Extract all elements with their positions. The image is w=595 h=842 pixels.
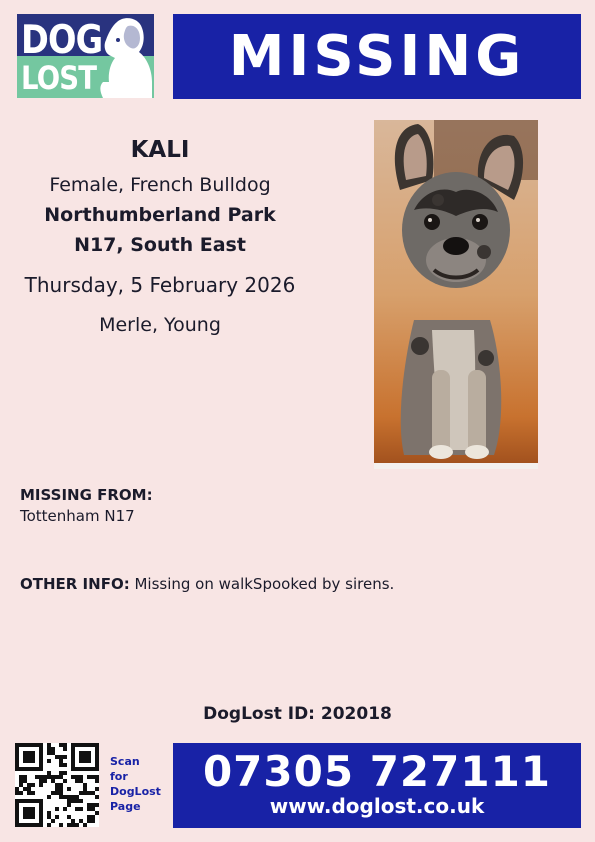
qr-module — [79, 807, 83, 811]
qr-module — [27, 759, 31, 763]
qr-module — [63, 771, 67, 775]
qr-module — [83, 759, 87, 763]
qr-module — [31, 811, 35, 815]
qr-module — [39, 743, 43, 747]
qr-module — [63, 747, 67, 751]
qr-module — [87, 775, 91, 779]
qr-module — [63, 755, 67, 759]
qr-module — [87, 751, 91, 755]
qr-module — [67, 815, 71, 819]
qr-module — [55, 807, 59, 811]
qr-module — [47, 771, 51, 775]
qr-module — [87, 803, 91, 807]
other-info-label: OTHER INFO: — [20, 575, 130, 593]
qr-code-icon[interactable] — [15, 743, 99, 827]
qr-module — [51, 751, 55, 755]
scan-line: Scan — [110, 755, 140, 768]
qr-module — [59, 795, 63, 799]
qr-module — [35, 767, 39, 771]
dog-sex-breed: Female, French Bulldog — [49, 174, 271, 196]
qr-module — [19, 767, 23, 771]
qr-module — [27, 823, 31, 827]
qr-module — [47, 823, 51, 827]
qr-module — [59, 755, 63, 759]
qr-module — [87, 815, 91, 819]
qr-module — [55, 787, 59, 791]
qr-module — [27, 799, 31, 803]
qr-module — [91, 767, 95, 771]
qr-module — [63, 795, 67, 799]
qr-module — [19, 775, 23, 779]
qr-module — [31, 823, 35, 827]
qr-module — [55, 755, 59, 759]
qr-module — [87, 791, 91, 795]
qr-module — [67, 799, 71, 803]
qr-module — [23, 743, 27, 747]
qr-module — [19, 799, 23, 803]
qr-module — [91, 743, 95, 747]
qr-module — [71, 751, 75, 755]
qr-module — [31, 783, 35, 787]
qr-module — [15, 811, 19, 815]
qr-module — [27, 743, 31, 747]
qr-module — [31, 751, 35, 755]
qr-module — [95, 787, 99, 791]
qr-module — [23, 775, 27, 779]
qr-module — [43, 779, 47, 783]
qr-module — [71, 743, 75, 747]
qr-module — [47, 759, 51, 763]
qr-module — [83, 783, 87, 787]
scan-instruction — [110, 754, 172, 814]
phone-number[interactable]: 07305 727111 — [202, 747, 552, 796]
qr-module — [15, 763, 19, 767]
qr-module — [59, 763, 63, 767]
qr-module — [63, 743, 67, 747]
qr-module — [95, 747, 99, 751]
qr-module — [87, 819, 91, 823]
qr-module — [55, 815, 59, 819]
qr-module — [23, 787, 27, 791]
qr-module — [27, 751, 31, 755]
qr-module — [79, 759, 83, 763]
qr-module — [15, 751, 19, 755]
qr-module — [47, 815, 51, 819]
qr-module — [19, 791, 23, 795]
qr-module — [95, 763, 99, 767]
qr-module — [91, 815, 95, 819]
qr-module — [67, 787, 71, 791]
qr-module — [55, 791, 59, 795]
qr-module — [95, 779, 99, 783]
qr-module — [67, 823, 71, 827]
qr-module — [59, 775, 63, 779]
qr-module — [15, 755, 19, 759]
qr-module — [31, 759, 35, 763]
qr-module — [27, 755, 31, 759]
qr-module — [31, 743, 35, 747]
missing-from-label: MISSING FROM: — [20, 486, 153, 504]
qr-module — [59, 783, 63, 787]
other-info — [20, 575, 394, 593]
website-link[interactable]: www.doglost.co.uk — [269, 794, 485, 818]
logo-word-lost: LOST — [21, 59, 97, 97]
qr-module — [15, 815, 19, 819]
qr-module — [31, 755, 35, 759]
qr-module — [27, 791, 31, 795]
qr-module — [31, 767, 35, 771]
qr-module — [95, 751, 99, 755]
qr-module — [71, 823, 75, 827]
scan-line: Page — [110, 800, 141, 813]
other-info-value: Missing on walkSpooked by sirens. — [129, 575, 395, 593]
qr-module — [59, 823, 63, 827]
qr-module — [79, 751, 83, 755]
qr-module — [47, 747, 51, 751]
qr-module — [51, 791, 55, 795]
qr-module — [39, 759, 43, 763]
qr-module — [47, 795, 51, 799]
qr-module — [51, 747, 55, 751]
qr-module — [79, 767, 83, 771]
qr-module — [55, 783, 59, 787]
qr-module — [91, 819, 95, 823]
qr-module — [27, 807, 31, 811]
qr-module — [75, 743, 79, 747]
qr-module — [15, 767, 19, 771]
qr-module — [39, 823, 43, 827]
qr-module — [87, 743, 91, 747]
qr-module — [83, 751, 87, 755]
qr-module — [39, 747, 43, 751]
qr-module — [15, 743, 19, 747]
qr-module — [23, 823, 27, 827]
qr-module — [59, 759, 63, 763]
qr-module — [95, 759, 99, 763]
missing-from-value: Tottenham N17 — [20, 507, 135, 525]
qr-module — [87, 767, 91, 771]
doglost-logo — [17, 14, 154, 98]
qr-module — [87, 759, 91, 763]
qr-module — [83, 767, 87, 771]
qr-module — [47, 743, 51, 747]
missing-title: MISSING — [228, 24, 526, 89]
qr-module — [31, 815, 35, 819]
qr-module — [79, 779, 83, 783]
qr-module — [95, 795, 99, 799]
qr-module — [63, 807, 67, 811]
qr-module — [75, 779, 79, 783]
qr-module — [39, 819, 43, 823]
qr-module — [15, 799, 19, 803]
qr-module — [39, 763, 43, 767]
qr-module — [63, 779, 67, 783]
qr-module — [79, 743, 83, 747]
qr-module — [83, 755, 87, 759]
qr-module — [67, 795, 71, 799]
qr-module — [95, 755, 99, 759]
doglost-id: DogLost ID: 202018 — [203, 704, 392, 724]
dog-area: Northumberland Park — [44, 204, 276, 226]
qr-module — [39, 811, 43, 815]
qr-module — [75, 799, 79, 803]
qr-module — [39, 803, 43, 807]
qr-module — [91, 803, 95, 807]
qr-module — [91, 791, 95, 795]
qr-module — [39, 807, 43, 811]
qr-module — [71, 747, 75, 751]
qr-module — [27, 811, 31, 815]
qr-module — [51, 779, 55, 783]
qr-module — [19, 743, 23, 747]
qr-module — [31, 791, 35, 795]
qr-module — [79, 799, 83, 803]
qr-module — [83, 823, 87, 827]
scan-line: for — [110, 770, 128, 783]
qr-module — [19, 823, 23, 827]
qr-module — [71, 819, 75, 823]
qr-module — [79, 755, 83, 759]
qr-module — [75, 807, 79, 811]
missing-date: Thursday, 5 February 2026 — [24, 273, 296, 297]
qr-module — [79, 775, 83, 779]
qr-module — [91, 775, 95, 779]
qr-module — [95, 775, 99, 779]
qr-module — [67, 803, 71, 807]
qr-module — [75, 823, 79, 827]
qr-module — [75, 767, 79, 771]
qr-module — [15, 747, 19, 751]
qr-module — [71, 755, 75, 759]
qr-module — [79, 791, 83, 795]
qr-module — [39, 779, 43, 783]
qr-module — [23, 767, 27, 771]
qr-module — [63, 763, 67, 767]
qr-module — [39, 815, 43, 819]
qr-module — [83, 743, 87, 747]
qr-module — [15, 759, 19, 763]
qr-module — [79, 819, 83, 823]
qr-module — [95, 767, 99, 771]
qr-module — [39, 751, 43, 755]
qr-module — [71, 767, 75, 771]
qr-module — [15, 807, 19, 811]
qr-module — [95, 811, 99, 815]
qr-module — [35, 799, 39, 803]
qr-module — [75, 795, 79, 799]
scan-line: DogLost — [110, 785, 161, 798]
qr-module — [75, 775, 79, 779]
qr-module — [71, 795, 75, 799]
qr-module — [39, 783, 43, 787]
qr-module — [47, 775, 51, 779]
dog-color-age: Merle, Young — [99, 314, 221, 336]
qr-module — [95, 803, 99, 807]
qr-module — [19, 779, 23, 783]
qr-module — [15, 803, 19, 807]
qr-module — [91, 807, 95, 811]
qr-module — [39, 775, 43, 779]
qr-module — [55, 775, 59, 779]
qr-module — [87, 755, 91, 759]
qr-module — [23, 815, 27, 819]
qr-module — [23, 755, 27, 759]
qr-module — [15, 791, 19, 795]
qr-module — [15, 787, 19, 791]
qr-module — [83, 787, 87, 791]
dog-silhouette-icon — [95, 16, 154, 98]
qr-module — [35, 775, 39, 779]
qr-module — [35, 743, 39, 747]
qr-module — [59, 743, 63, 747]
qr-module — [23, 779, 27, 783]
qr-module — [27, 783, 31, 787]
missing-banner — [173, 14, 581, 99]
qr-module — [23, 799, 27, 803]
qr-module — [39, 755, 43, 759]
qr-module — [51, 819, 55, 823]
qr-module — [15, 819, 19, 823]
qr-module — [27, 787, 31, 791]
qr-module — [47, 751, 51, 755]
contact-banner — [173, 743, 581, 828]
dog-photo — [374, 120, 538, 469]
qr-module — [39, 799, 43, 803]
qr-module — [27, 815, 31, 819]
qr-module — [15, 823, 19, 827]
qr-module — [27, 767, 31, 771]
qr-module — [39, 767, 43, 771]
qr-module — [95, 743, 99, 747]
qr-module — [87, 807, 91, 811]
qr-module — [71, 759, 75, 763]
qr-module — [59, 791, 63, 795]
qr-module — [71, 775, 75, 779]
qr-module — [23, 759, 27, 763]
dog-name: KALI — [130, 137, 190, 163]
qr-module — [71, 799, 75, 803]
qr-module — [59, 771, 63, 775]
qr-module — [59, 787, 63, 791]
qr-module — [51, 775, 55, 779]
dog-postcode-region: N17, South East — [74, 234, 246, 256]
qr-module — [47, 811, 51, 815]
qr-module — [71, 763, 75, 767]
logo-word-dog: DOG — [21, 18, 103, 63]
qr-module — [31, 799, 35, 803]
qr-module — [43, 775, 47, 779]
qr-module — [23, 807, 27, 811]
qr-module — [23, 751, 27, 755]
qr-module — [31, 807, 35, 811]
qr-module — [83, 791, 87, 795]
qr-module — [19, 783, 23, 787]
qr-module — [35, 823, 39, 827]
qr-module — [23, 811, 27, 815]
